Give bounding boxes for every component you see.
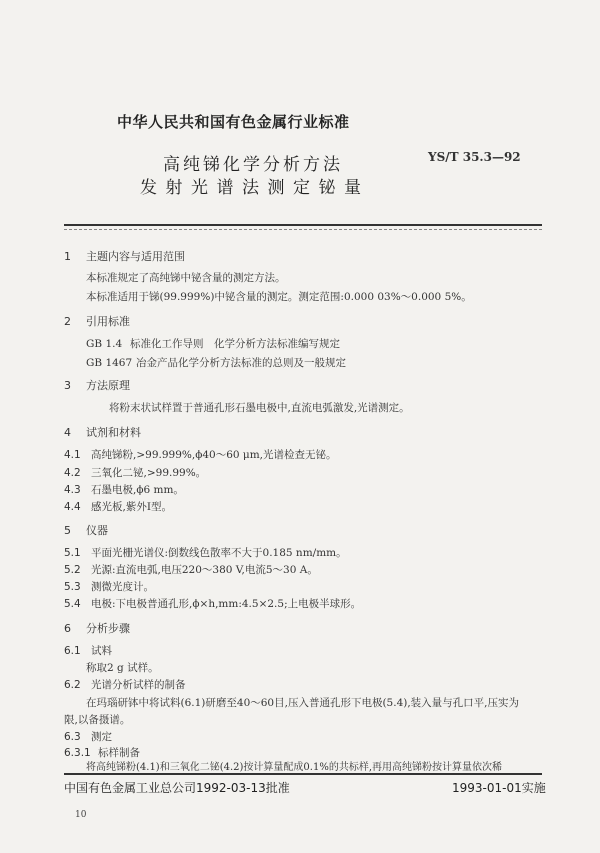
item-4-3: 4.3 石墨电极,ϕ6 mm。 <box>64 484 184 496</box>
section-3-paragraph: 将粉末状试样置于普通孔形石墨电极中,直流电弧激发,光谱测定。 <box>109 402 410 414</box>
subsection-6-2-heading: 6.2 光谱分析试样的制备 <box>64 679 186 691</box>
section-5-heading: 5 仪器 <box>64 524 108 537</box>
item-4-1: 4.1 高纯锑粉,>99.999%,ϕ40～60 μm,光谱检查无铋。 <box>64 449 337 461</box>
item-5-2: 5.2 光源:直流电弧,电压220～380 V,电流5～30 A。 <box>64 564 318 576</box>
item-4-4: 4.4 感光板,紫外Ⅰ型。 <box>64 501 172 513</box>
item-4-2: 4.2 三氧化二铋,>99.99%。 <box>64 467 207 479</box>
subsection-6-2-text-line2: 限,以备摄谱。 <box>64 714 131 726</box>
section-2-heading: 2 引用标准 <box>64 315 130 328</box>
header-divider-secondary <box>64 229 542 230</box>
item-5-1: 5.1 平面光栅光谱仪:倒数线色散率不大于0.185 nm/mm。 <box>64 547 347 559</box>
subsection-6-1-heading: 6.1 试料 <box>64 645 112 657</box>
item-5-4: 5.4 电极:下电极普通孔形,ϕ×h,mm:4.5×2.5;上电极半球形。 <box>64 598 362 610</box>
document-title-line2: 发射光谱法测定铋量 <box>140 178 370 198</box>
subsection-6-3-1-heading: 6.3.1 标样制备 <box>64 747 140 759</box>
section-3-heading: 3 方法原理 <box>64 379 130 392</box>
header-divider <box>64 224 542 226</box>
section-4-heading: 4 试剂和材料 <box>64 426 141 439</box>
section-6-heading: 6 分析步骤 <box>64 622 130 635</box>
document-title-line1: 高纯锑化学分析方法 <box>163 155 343 175</box>
section-1-paragraph-2: 本标准适用于锑(99.999%)中铋含量的测定。测定范围:0.000 03%～0.000 5%。 <box>86 291 472 303</box>
subsection-6-1-text: 称取2 g 试样。 <box>86 662 159 674</box>
section-1-heading: 1 主题内容与适用范围 <box>64 250 185 263</box>
standard-organization: 中华人民共和国有色金属行业标准 <box>117 113 350 131</box>
section-1-paragraph-1: 本标准规定了高纯锑中铋含量的测定方法。 <box>86 272 286 284</box>
subsection-6-3-heading: 6.3 测定 <box>64 731 112 743</box>
approval-date: 中国有色金属工业总公司1992-03-13批准 <box>64 781 290 795</box>
standard-code: YS/T 35.3—92 <box>428 150 521 164</box>
effective-date: 1993-01-01实施 <box>452 781 546 795</box>
reference-gb-1467: GB 1467 冶金产品化学分析方法标准的总则及一般规定 <box>86 357 346 369</box>
item-5-3: 5.3 测微光度计。 <box>64 581 154 593</box>
page-number: 10 <box>75 810 87 820</box>
reference-gb-1-4: GB 1.4 标准化工作导则 化学分析方法标准编写规定 <box>86 338 340 350</box>
subsection-6-2-text-line1: 在玛瑙研钵中将试料(6.1)研磨至40～60目,压入普通孔形下电极(5.4),装入量与孔口平,压实为 <box>86 697 520 709</box>
subsection-6-3-1-text: 将高纯锑粉(4.1)和三氧化二铋(4.2)按计算量配成0.1%的共标样,再用高纯锑粉按计算量依次稀 <box>86 762 502 773</box>
footer-divider <box>64 773 542 775</box>
